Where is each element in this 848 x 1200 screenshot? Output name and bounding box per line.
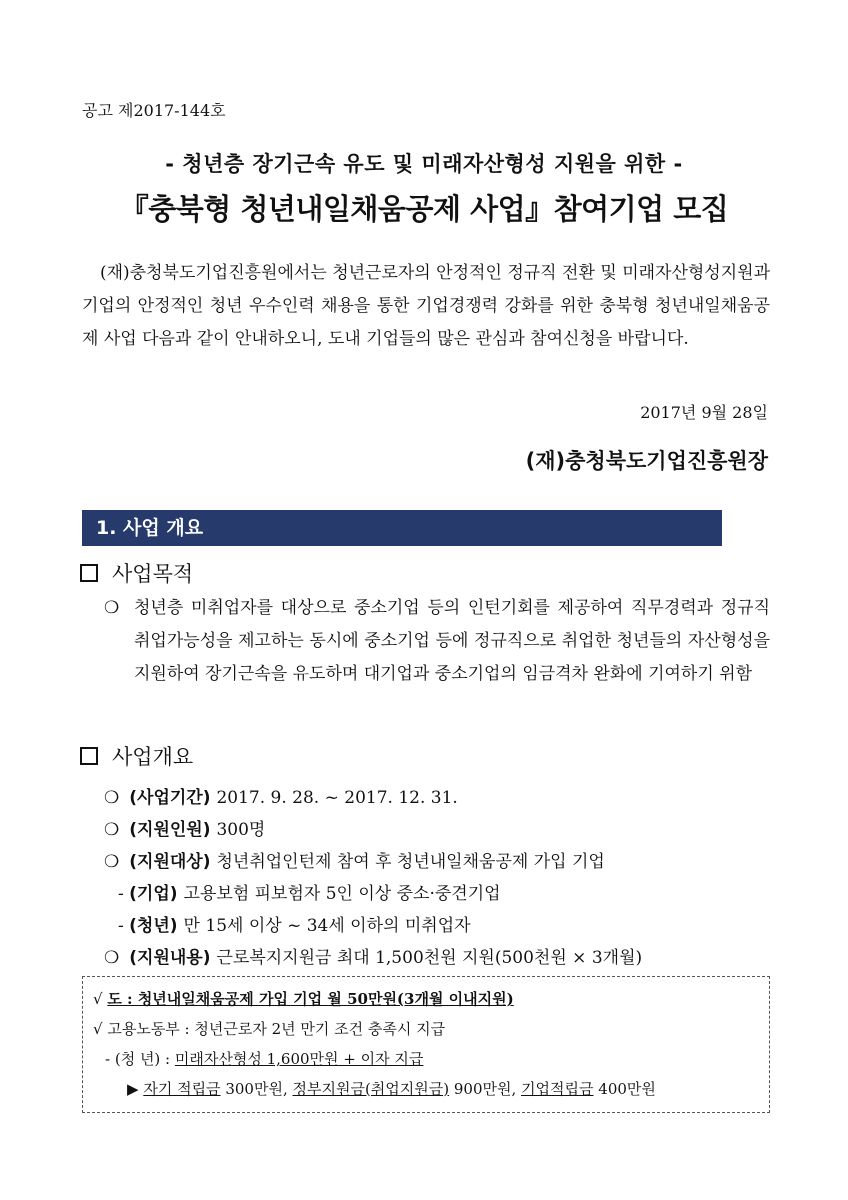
intro-paragraph: (재)충청북도기업진흥원에서는 청년근로자의 안정적인 정규직 전환 및 미래자산형성지원과 기업의 안정적인 청년 우수인력 채용을 통한 기업경쟁력 강화를 위한 충북형 청년내일채움공제 사업 다음과 같이 안내하오니, 도내 기업들의 많은 관심과 참여신청을 바랍니다. xyxy=(82,263,770,349)
circle-bullet-icon: ❍ xyxy=(104,788,120,808)
gov-support-label: 정부지원금(취업지원금) xyxy=(292,1080,450,1098)
company-label: (기업) xyxy=(129,884,178,904)
gov-support-amount: 900만원, xyxy=(453,1080,517,1098)
purpose-text xyxy=(100,592,770,691)
overview-target xyxy=(104,847,605,872)
document-title: 『충북형 청년내일채움공제 사업』참여기업 모집 xyxy=(119,192,729,226)
detail-ministry-text: 고용노동부 : 청년근로자 2년 만기 조건 충족시 지급 xyxy=(107,1020,446,1038)
overview-heading-label: 사업개요 xyxy=(112,745,194,769)
period-label: (사업기간) xyxy=(129,788,211,808)
purpose-body: 청년층 미취업자를 대상으로 중소기업 등의 인턴기회를 제공하여 직무경력과 정규직 취업가능성을 제고하는 동시에 중소기업 등에 정규직으로 취업한 청년들의 자산형성을 지원하여 장기근속을 유도하며 대기업과 중소기업의 임금격차 완화에 기여하기 위함 xyxy=(134,598,770,684)
circle-bullet-icon: ❍ xyxy=(104,820,120,840)
overview-period xyxy=(104,783,458,808)
youth-value: 만 15세 이상 ~ 34세 이하의 미취업자 xyxy=(183,916,471,936)
company-value: 고용보험 피보험자 5인 이상 중소·중견기업 xyxy=(183,884,501,904)
detail-youth-value: 미래자산형성 1,600만원 + 이자 지급 xyxy=(174,1050,424,1068)
document-subtitle: - 청년층 장기근속 유도 및 미래자산형성 지원을 위한 - xyxy=(165,152,683,176)
notice-number: 공고 제2017-144호 xyxy=(82,101,226,120)
check-icon: √ xyxy=(93,990,103,1008)
content-label: (지원내용) xyxy=(129,948,211,968)
dash-marker: - xyxy=(118,884,124,904)
target-label: (지원대상) xyxy=(129,852,211,872)
period-value: 2017. 9. 28. ~ 2017. 12. 31. xyxy=(216,788,458,808)
checkbox-square-icon xyxy=(80,564,98,582)
detail-province-text: 도 : 청년내일채움공제 가입 기업 월 50만원(3개월 이내지원) xyxy=(107,990,514,1008)
check-icon: √ xyxy=(93,1020,103,1038)
detail-breakdown xyxy=(127,1078,656,1099)
people-value: 300명 xyxy=(216,820,266,840)
detail-province xyxy=(93,988,514,1009)
overview-people xyxy=(104,815,265,840)
overview-youth xyxy=(118,911,471,936)
checkbox-square-icon xyxy=(80,747,98,765)
triangle-marker-icon: ▶ xyxy=(127,1080,139,1098)
circle-bullet-icon: ❍ xyxy=(104,948,120,968)
support-detail-box xyxy=(82,976,770,1113)
company-savings-label: 기업적립금 xyxy=(521,1080,594,1098)
purpose-heading-label: 사업목적 xyxy=(112,562,194,586)
overview-heading xyxy=(80,741,193,771)
circle-bullet-icon: ❍ xyxy=(104,852,120,872)
company-savings-amount: 400만원 xyxy=(598,1080,656,1098)
section-1-header: 1. 사업 개요 xyxy=(82,510,722,546)
people-label: (지원인원) xyxy=(129,820,211,840)
issuing-organization: (재)충청북도기업진흥원장 xyxy=(525,449,768,473)
detail-ministry xyxy=(93,1018,445,1039)
overview-company xyxy=(118,879,501,904)
target-value: 청년취업인턴제 참여 후 청년내일채움공제 가입 기업 xyxy=(216,852,605,872)
detail-youth xyxy=(105,1048,423,1069)
detail-youth-prefix: - (청 년) : xyxy=(105,1050,171,1068)
self-savings-label: 자기 적립금 xyxy=(143,1080,221,1098)
circle-bullet-icon: ❍ xyxy=(104,598,120,618)
youth-label: (청년) xyxy=(129,916,178,936)
content-value: 근로복지지원금 최대 1,500천원 지원(500천원 × 3개월) xyxy=(216,948,643,968)
dash-marker: - xyxy=(118,916,124,936)
self-savings-amount: 300만원, xyxy=(225,1080,288,1098)
overview-content xyxy=(104,943,642,968)
purpose-heading xyxy=(80,558,193,588)
notice-date: 2017년 9월 28일 xyxy=(640,403,768,422)
